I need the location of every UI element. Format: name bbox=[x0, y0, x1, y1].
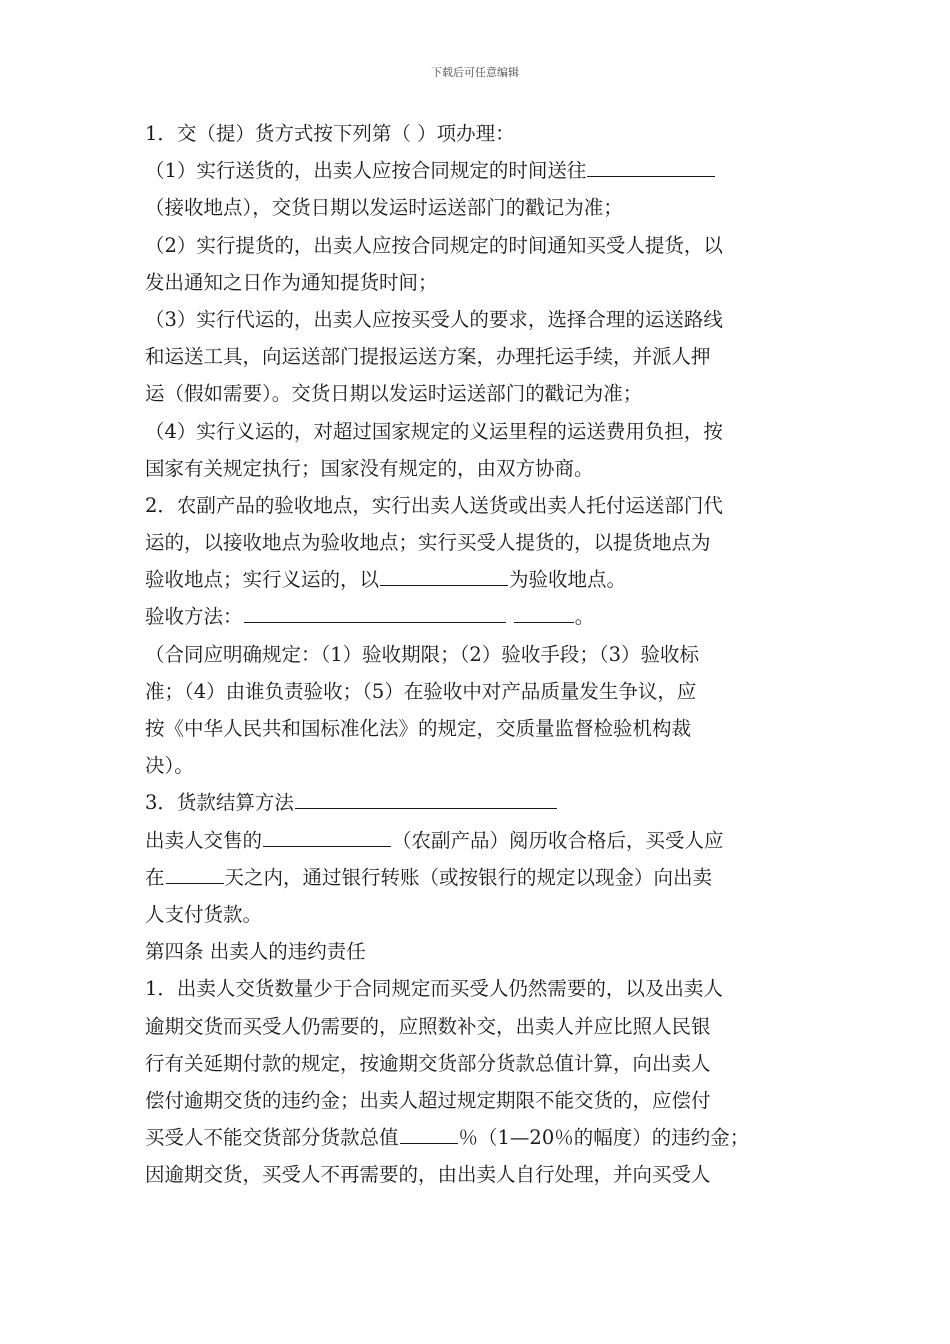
text-line bbox=[145, 227, 815, 264]
line-text: 按《中华人民共和国标准化法》的规定，交质量监督检验机构裁 bbox=[145, 717, 692, 740]
text-line bbox=[145, 264, 815, 301]
text-line bbox=[145, 152, 815, 189]
text-line bbox=[145, 375, 815, 412]
line-text: 验收地点；实行义运的，以 bbox=[145, 568, 380, 592]
text-line bbox=[145, 1119, 815, 1156]
line-text: 人支付货款。 bbox=[145, 902, 263, 926]
text-line bbox=[145, 487, 815, 524]
text-line bbox=[145, 450, 815, 487]
line-text: 国家有关规定执行；国家没有规定的，由双方协商。 bbox=[145, 456, 594, 480]
text-line bbox=[145, 1156, 815, 1193]
line-text: 3．货款结算方法 bbox=[145, 791, 294, 815]
text-line bbox=[145, 1008, 815, 1045]
blank-field bbox=[587, 156, 715, 177]
text-line bbox=[145, 896, 815, 933]
contract-body bbox=[145, 115, 815, 1193]
line-text: （3）实行代运的，出卖人应按买受人的要求，选择合理的运送路线 bbox=[145, 307, 723, 331]
line-text: （4）实行义运的，对超过国家规定的义运里程的运送费用负担，按 bbox=[145, 419, 723, 443]
text-line bbox=[145, 561, 815, 598]
blank-field bbox=[400, 1123, 458, 1144]
line-text: ％（1—20％的幅度）的违约金； bbox=[458, 1126, 750, 1150]
text-line bbox=[145, 859, 815, 896]
line-text: （接收地点），交货日期以发运时运送部门的戳记为准； bbox=[145, 196, 623, 220]
text-line bbox=[145, 338, 815, 375]
text-line bbox=[145, 524, 815, 561]
blank-field bbox=[244, 602, 506, 623]
text-line bbox=[145, 822, 815, 859]
line-text: 因逾期交货，买受人不再需要的，由出卖人自行处理，并向买受人 bbox=[145, 1163, 711, 1187]
text-line bbox=[145, 598, 815, 635]
line-text: （合同应明确规定：（1）验收期限；（2）验收手段；（3）验收标 bbox=[145, 642, 699, 666]
blank-field bbox=[295, 788, 557, 809]
text-line bbox=[145, 710, 815, 747]
text-line bbox=[145, 747, 815, 784]
line-text: 天之内，通过银行转账（或按银行的规定以现金）向出卖 bbox=[224, 865, 713, 889]
text-line bbox=[145, 784, 815, 821]
line-text: 逾期交货而买受人仍需要的，应照数补交，出卖人并应比照人民银 bbox=[145, 1014, 711, 1038]
text-line bbox=[145, 115, 815, 152]
line-text: 发出通知之日作为通知提货时间； bbox=[145, 270, 438, 294]
line-text: 2．农副产品的验收地点，实行出卖人送货或出卖人托付运送部门代 bbox=[145, 493, 723, 517]
line-text: 。 bbox=[574, 605, 595, 629]
line-text: 1．交（提）货方式按下列第（ ）项办理： bbox=[145, 122, 515, 145]
blank-field bbox=[380, 565, 508, 586]
text-line bbox=[145, 636, 815, 673]
line-text: 第四条 出卖人的违约责任 bbox=[145, 940, 366, 964]
text-line bbox=[145, 189, 815, 226]
section-heading bbox=[145, 933, 815, 970]
text-line bbox=[145, 301, 815, 338]
line-text: 运的，以接收地点为验收地点；实行买受人提货的，以提货地点为 bbox=[145, 531, 711, 555]
blank-field bbox=[263, 826, 391, 847]
text-line bbox=[145, 413, 815, 450]
line-text: 验收方法： bbox=[145, 605, 243, 629]
line-text: 为验收地点。 bbox=[509, 568, 627, 592]
line-text: （农副产品）阅历收合格后，买受人应 bbox=[392, 828, 724, 852]
line-text: （2）实行提货的，出卖人应按合同规定的时间通知买受人提货，以 bbox=[145, 233, 723, 257]
line-text: （1）实行送货的，出卖人应按合同规定的时间送往 bbox=[145, 159, 587, 183]
text-line bbox=[145, 1045, 815, 1082]
text-line bbox=[145, 1082, 815, 1119]
page-header: 下载后可任意编辑 bbox=[431, 66, 519, 79]
line-text: 和运送工具，向运送部门提报运送方案，办理托运手续，并派人押 bbox=[145, 345, 711, 369]
text-line bbox=[145, 673, 815, 710]
text-line bbox=[145, 970, 815, 1007]
line-text: 在 bbox=[145, 865, 165, 889]
line-text: 准；（4）由谁负责验收；（5）在验收中对产品质量发生争议，应 bbox=[145, 679, 697, 703]
line-text: 买受人不能交货部分货款总值 bbox=[145, 1126, 399, 1150]
blank-field bbox=[514, 602, 574, 623]
line-text: 运（假如需要）。交货日期以发运时运送部门的戳记为准； bbox=[145, 382, 643, 406]
line-text: 偿付逾期交货的违约金；出卖人超过规定期限不能交货的，应偿付 bbox=[145, 1088, 711, 1112]
line-text: 行有关延期付款的规定，按逾期交货部分货款总值计算，向出卖人 bbox=[145, 1051, 711, 1075]
line-text: 出卖人交售的 bbox=[145, 828, 263, 852]
line-text: 决）。 bbox=[145, 754, 194, 778]
line-text: 1．出卖人交货数量少于合同规定而买受人仍然需要的，以及出卖人 bbox=[145, 977, 723, 1001]
blank-field bbox=[166, 863, 224, 884]
